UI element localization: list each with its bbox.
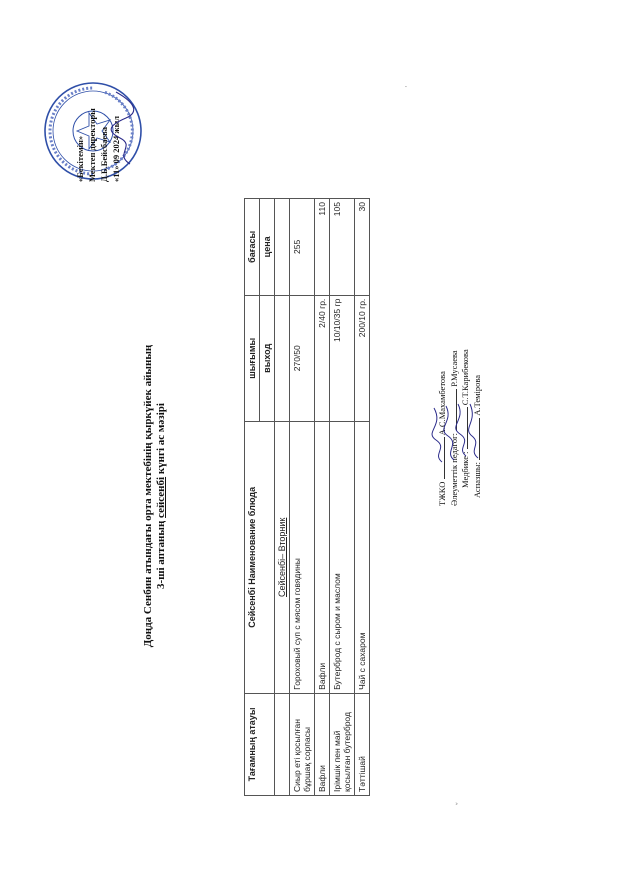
- menu-table: [244, 198, 370, 796]
- table-row: [290, 199, 315, 796]
- scan-mark-icon: ˇ: [456, 801, 466, 806]
- header-price-kz: бағасы: [245, 199, 260, 296]
- dish-price: 30: [355, 199, 370, 296]
- dish-output: 270/50: [290, 295, 315, 421]
- menu-title: [142, 266, 168, 726]
- day-label: Сейсенбі– Вторник: [275, 421, 290, 693]
- title-line-1: Доңда Сенбин атындағы орта мектебінің қыркүйек айының: [142, 344, 154, 648]
- signature-line: Әлеуметтік педагог: Р.Мусаева: [448, 350, 459, 506]
- approval-block: «Бекітемін» Мектеп директоры Д.Б.Бейсбаева «11» 09 2024 жыл: [75, 108, 121, 182]
- title-line-2: 3-ші аптаның сейсенбі күнгі ас мәзірі: [155, 403, 167, 589]
- signature-line: ТЖКО А.С.Махамбетова: [437, 371, 447, 506]
- table-row: [330, 199, 355, 796]
- dish-output: 10/10/35 гр: [330, 295, 355, 421]
- scan-mark-icon: ·: [402, 85, 412, 88]
- header-name-ru: Сейсенбі Наименование блюда: [245, 421, 275, 693]
- dish-name-ru: Бутерброд с сыром и маслом: [330, 421, 355, 693]
- header-output-kz: шығымы: [245, 295, 260, 421]
- signature-line: Аспазшы: А.Темірова: [471, 374, 482, 498]
- dish-name-kz: Сиыр еті қосылған бұршақ сорпасы: [290, 693, 315, 795]
- dish-name-ru: Вафли: [315, 421, 330, 693]
- dish-name-kz: Тәттішай: [355, 693, 370, 795]
- dish-name-ru: Чай с сахаром: [355, 421, 370, 693]
- dish-output: 200/10 гр.: [355, 295, 370, 421]
- director-signature-icon: [108, 88, 138, 168]
- handwritten-signatures-icon: [430, 396, 482, 466]
- table-header-row: [245, 199, 260, 796]
- header-price-ru: цена: [260, 199, 275, 296]
- day-row: [275, 199, 290, 796]
- header-output-ru: выход: [260, 295, 275, 421]
- dish-price: 255: [290, 199, 315, 296]
- title-day: сейсенбі: [155, 476, 167, 518]
- table-row: [355, 199, 370, 796]
- dish-name-ru: Гороховый суп с мясом говядины: [290, 421, 315, 693]
- signature-line: Медбике : С.Т.Карибекова: [460, 349, 470, 488]
- dish-price: 110: [315, 199, 330, 296]
- dish-name-kz: Ірімшік пен май қосылған бутерброд: [330, 693, 355, 795]
- dish-price: 105: [330, 199, 355, 296]
- dish-output: 2/40 гр.: [315, 295, 330, 421]
- dish-name-kz: Вафли: [315, 693, 330, 795]
- header-name-kz: Тағамның атауы: [245, 693, 275, 795]
- table-row: [315, 199, 330, 796]
